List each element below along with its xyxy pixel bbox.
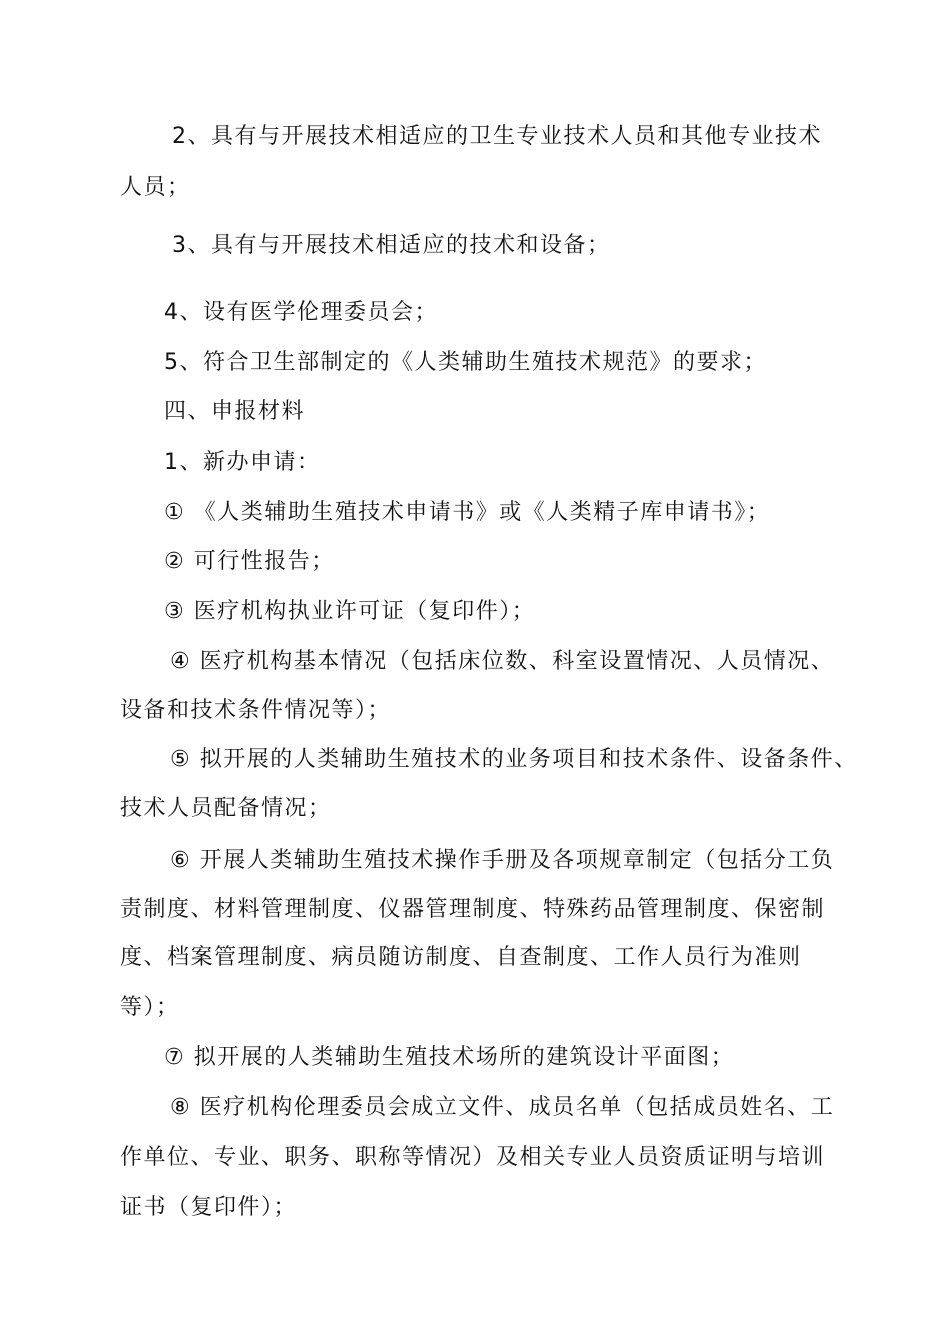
list-item: ③ 医疗机构执业许可证（复印件）； (164, 599, 536, 624)
list-item: ② 可行性报告； (164, 549, 335, 574)
text-line: 设备和技术条件情况等）； (120, 698, 392, 723)
text-line: 技术人员配备情况； (120, 796, 332, 821)
list-item: ⑧ 医疗机构伦理委员会成立文件、成员名单（包括成员姓名、工 (170, 1095, 835, 1120)
section-heading: 四、申报材料 (164, 399, 306, 424)
text-line: 1、新办申请： (164, 450, 321, 475)
text-line: 2、具有与开展技术相适应的卫生专业技术人员和其他专业技术 (172, 124, 822, 149)
text-line: 责制度、材料管理制度、仪器管理制度、特殊药品管理制度、保密制 (120, 897, 826, 922)
text-line: 度、档案管理制度、病员随访制度、自查制度、工作人员行为准则 (120, 945, 802, 970)
list-item: ① 《人类辅助生殖技术申请书》或《人类精子库申请书》； (164, 500, 771, 525)
list-item: ⑥ 开展人类辅助生殖技术操作手册及各项规章制定（包括分工负 (170, 848, 835, 873)
text-line: 3、具有与开展技术相适应的技术和设备； (172, 233, 611, 258)
text-line: 等）； (120, 995, 180, 1020)
text-line: 5、符合卫生部制定的《人类辅助生殖技术规范》的要求； (164, 350, 767, 375)
text-line: 人员； (120, 175, 191, 200)
text-line: 4、设有医学伦理委员会； (164, 300, 438, 325)
list-item: ⑤ 拟开展的人类辅助生殖技术的业务项目和技术条件、设备条件、 (170, 747, 858, 772)
list-item: ④ 医疗机构基本情况（包括床位数、科室设置情况、人员情况、 (170, 649, 835, 674)
list-item: ⑦ 拟开展的人类辅助生殖技术场所的建筑设计平面图； (164, 1045, 735, 1070)
text-line: 证书（复印件）； (120, 1195, 298, 1220)
text-line: 作单位、专业、职务、职称等情况）及相关专业人员资质证明与培训 (120, 1145, 826, 1170)
